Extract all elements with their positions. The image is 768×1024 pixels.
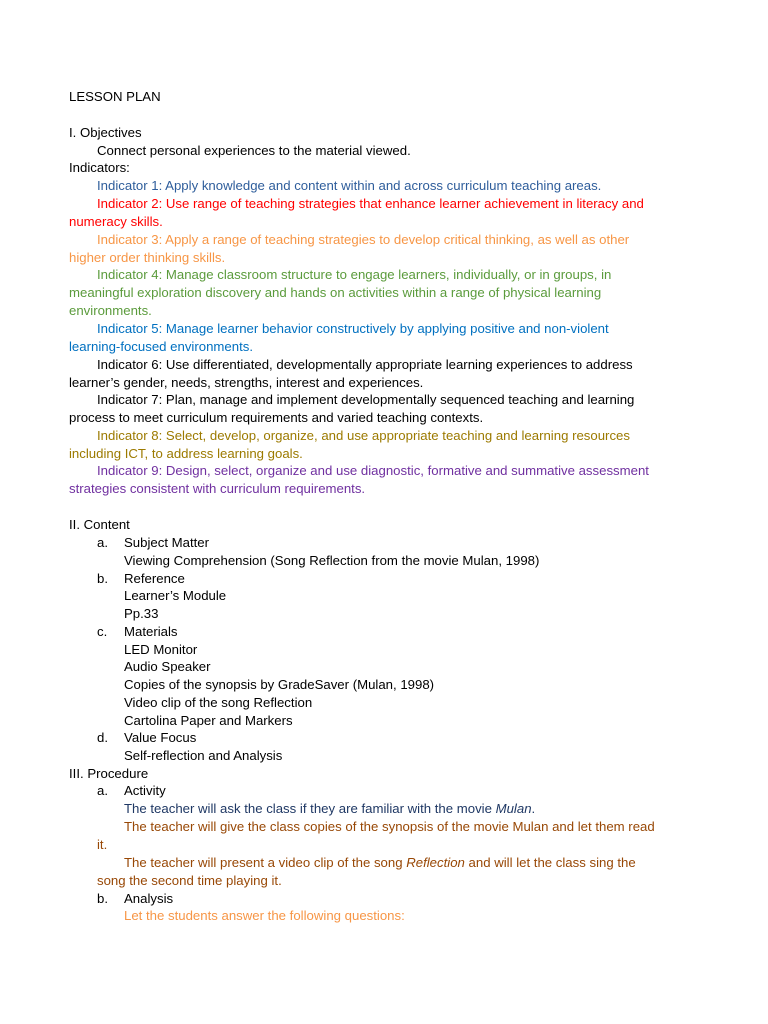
materials-item: LED Monitor — [124, 642, 198, 657]
indicator-7: Indicator 7: Plan, manage and implement developmentally sequenced teaching and learning — [97, 392, 635, 407]
list-marker: d. — [97, 730, 108, 745]
indicator-3-cont: higher order thinking skills. — [69, 250, 226, 265]
content-heading: II. Content — [69, 517, 130, 532]
reference-item: Learner’s Module — [124, 588, 227, 603]
materials-item: Cartolina Paper and Markers — [124, 713, 293, 728]
activity-line: The teacher will give the class copies of the synopsis of the movie Mulan and let them read — [124, 819, 655, 834]
materials-item: Audio Speaker — [124, 659, 211, 674]
indicator-2: Indicator 2: Use range of teaching strategies that enhance learner achievement in literacy and — [97, 196, 644, 211]
list-marker: c. — [97, 624, 108, 639]
activity-line-cont: song the second time playing it. — [97, 873, 282, 888]
indicator-3: Indicator 3: Apply a range of teaching strategies to develop critical thinking, as well as other — [97, 232, 630, 247]
indicator-6-cont: learner’s gender, needs, strengths, interest and experiences. — [69, 375, 424, 390]
document-title: LESSON PLAN — [69, 89, 161, 104]
objective-text: Connect personal experiences to the material viewed. — [97, 143, 411, 158]
activity-line: The teacher will present a video clip of the song Reflection and will let the class sing the — [124, 855, 636, 870]
objectives-heading: I. Objectives — [69, 125, 142, 140]
indicator-6: Indicator 6: Use differentiated, developmentally appropriate learning experiences to address — [97, 357, 633, 372]
reference-item: Pp.33 — [124, 606, 159, 621]
list-marker: b. — [97, 891, 108, 906]
materials-item: Video clip of the song Reflection — [124, 695, 313, 710]
indicator-4-cont: meaningful exploration discovery and hands on activities within a range of physical learning — [69, 285, 602, 300]
analysis-label: Analysis — [124, 891, 174, 906]
value-focus-item: Self-reflection and Analysis — [124, 748, 283, 763]
procedure-heading: III. Procedure — [69, 766, 149, 781]
indicator-5: Indicator 5: Manage learner behavior constructively by applying positive and non-violent — [97, 321, 609, 336]
activity-line-cont: it. — [97, 837, 108, 852]
indicator-7-cont: process to meet curriculum requirements and varied teaching contexts. — [69, 410, 484, 425]
subject-matter-label: Subject Matter — [124, 535, 210, 550]
indicator-5-cont: learning-focused environments. — [69, 339, 253, 354]
indicator-1: Indicator 1: Apply knowledge and content within and across curriculum teaching areas. — [97, 178, 602, 193]
activity-label: Activity — [124, 783, 166, 798]
analysis-line: Let the students answer the following questions: — [124, 908, 405, 923]
song-title: Reflection — [406, 855, 465, 870]
list-marker: b. — [97, 571, 108, 586]
reference-label: Reference — [124, 571, 185, 586]
indicator-8: Indicator 8: Select, develop, organize, and use appropriate teaching and learning resources — [97, 428, 630, 443]
movie-title: Mulan — [495, 801, 532, 816]
list-marker: a. — [97, 535, 108, 550]
indicator-8-cont: including ICT, to address learning goals. — [69, 446, 303, 461]
materials-item: Copies of the synopsis by GradeSaver (Mulan, 1998) — [124, 677, 435, 692]
indicator-4: Indicator 4: Manage classroom structure to engage learners, individually, or in groups, in — [97, 267, 612, 282]
list-marker: a. — [97, 783, 108, 798]
indicator-2-cont: numeracy skills. — [69, 214, 163, 229]
materials-label: Materials — [124, 624, 178, 639]
value-focus-label: Value Focus — [124, 730, 197, 745]
indicator-4-cont: environments. — [69, 303, 152, 318]
indicator-9: Indicator 9: Design, select, organize and use diagnostic, formative and summative assessment — [97, 463, 649, 478]
indicator-9-cont: strategies consistent with curriculum requirements. — [69, 481, 366, 496]
activity-line: The teacher will ask the class if they are familiar with the movie Mulan. — [124, 801, 536, 816]
indicators-label: Indicators: — [69, 160, 130, 175]
subject-matter-item: Viewing Comprehension (Song Reflection from the movie Mulan, 1998) — [124, 553, 540, 568]
